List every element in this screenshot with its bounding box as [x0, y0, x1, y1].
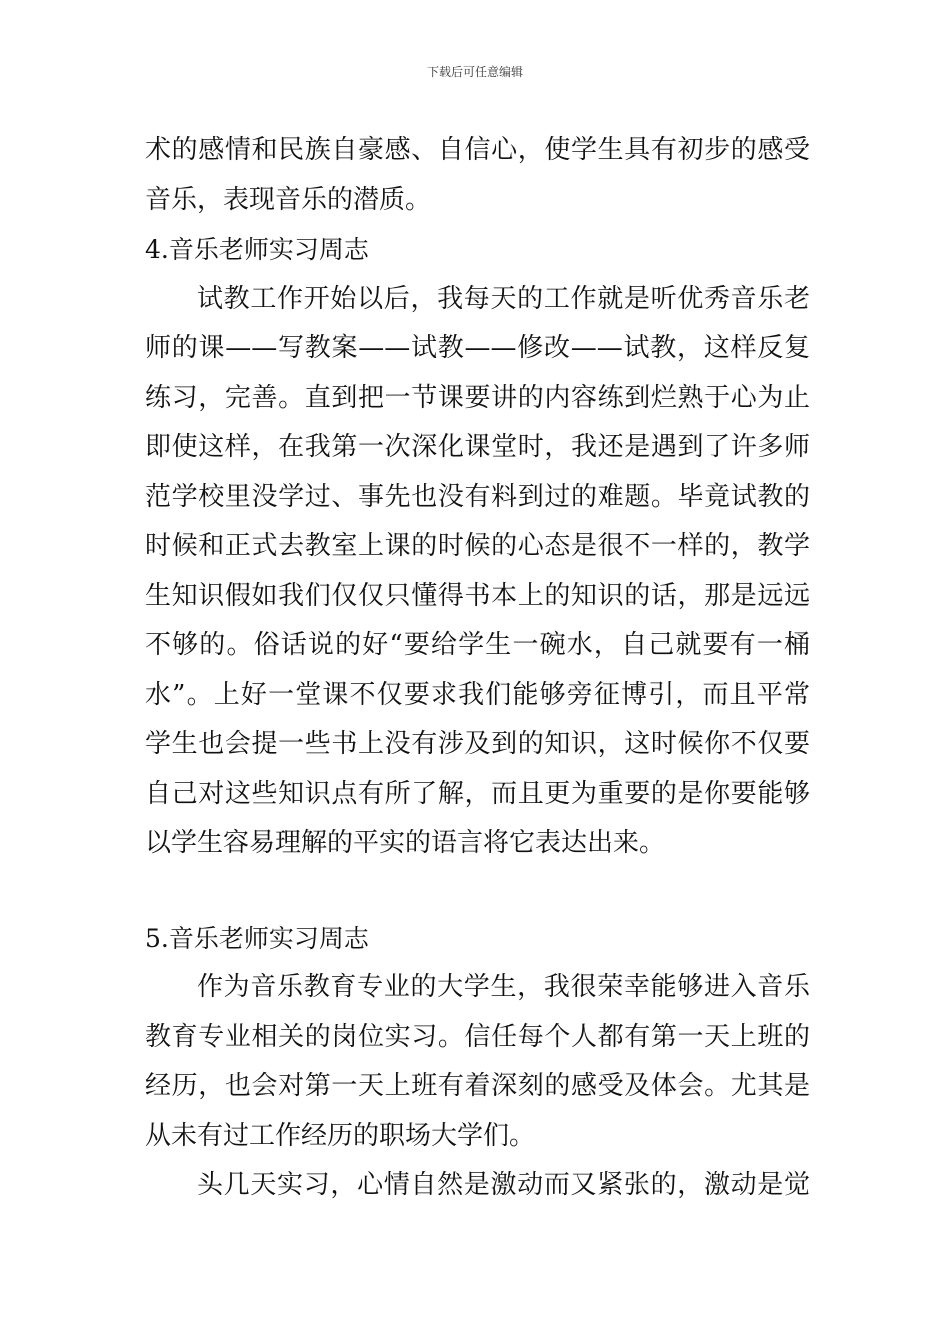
text-line: 音乐，表现音乐的潜质。: [145, 184, 432, 215]
text-line: 学生也会提一些书上没有涉及到的知识，这时候你不仅要: [145, 729, 810, 759]
paragraph: [145, 275, 810, 869]
text-line: 即使这样，在我第一次深化课堂时，我还是遇到了许多师: [145, 432, 810, 462]
text-line: 练习，完善。直到把一节课要讲的内容练到烂熟于心为止: [145, 382, 810, 413]
text-line: 范学校里没学过、事先也没有料到过的难题。毕竟试教的: [145, 481, 810, 512]
text-line: 生知识假如我们仅仅只懂得书本上的知识的话，那是远远: [145, 580, 810, 611]
paragraph: [145, 1161, 810, 1211]
section-heading: 4.音乐老师实习周志: [145, 235, 369, 264]
section-heading: 5.音乐老师实习周志: [145, 923, 369, 953]
paragraph: [145, 963, 810, 1161]
text-line: 头几天实习，心情自然是激动而又紧张的，激动是觉: [197, 1170, 810, 1200]
text-line: 试教工作开始以后，我每天的工作就是听优秀音乐老: [197, 283, 810, 314]
document-body: [145, 126, 810, 1211]
text-line: 师的课——写教案——试教——修改——试教，这样反复: [145, 333, 810, 363]
text-line: 水”。上好一堂课不仅要求我们能够旁征博引，而且平常: [145, 679, 810, 710]
text-line: 从未有过工作经历的职场大学们。: [145, 1120, 536, 1151]
page-header: 下载后可任意编辑: [426, 65, 523, 79]
text-line: 自己对这些知识点有所了解，而且更为重要的是你要能够: [145, 778, 810, 809]
text-line: 时候和正式去教室上课的时候的心态是很不一样的，教学: [145, 531, 810, 561]
text-line: 经历，也会对第一天上班有着深刻的感受及体会。尤其是: [145, 1071, 810, 1101]
text-line: 教育专业相关的岗位实习。信任每个人都有第一天上班的: [145, 1021, 810, 1052]
text-line: 术的感情和民族自豪感、自信心，使学生具有初步的感受: [145, 135, 810, 165]
text-line: 以学生容易理解的平实的语言将它表达出来。: [145, 828, 666, 858]
blank-line: [145, 869, 810, 914]
text-line: 不够的。俗话说的好“要给学生一碗水，自己就要有一桶: [145, 630, 810, 660]
text-line: 作为音乐教育专业的大学生，我很荣幸能够进入音乐: [197, 972, 810, 1002]
paragraph: [145, 126, 810, 225]
